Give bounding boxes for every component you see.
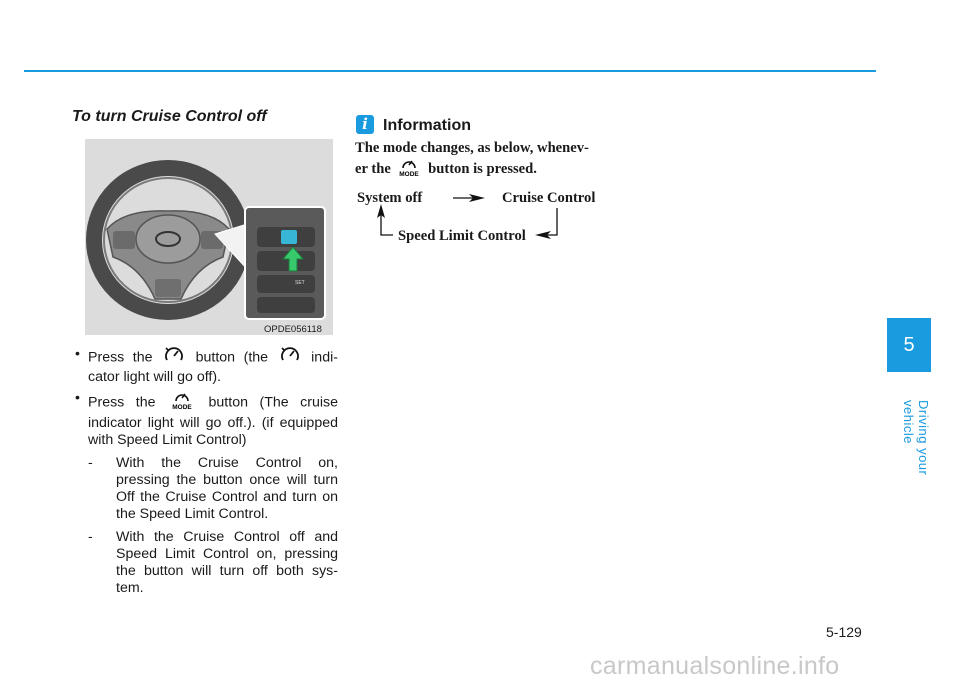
mode-cruise-control: Cruise Control bbox=[502, 190, 596, 206]
mode-label: MODE bbox=[172, 404, 192, 410]
watermark: carmanualsonline.info bbox=[590, 652, 840, 680]
info-line-2 bbox=[355, 157, 611, 182]
mode-label: MODE bbox=[399, 171, 420, 177]
info-icon: i bbox=[356, 115, 374, 134]
bullet-text-post: button (the bbox=[195, 349, 269, 366]
sub-text: With the Cruise Control off and Speed Limit Control on, pressing the button will turn off both sys-tem. bbox=[116, 529, 338, 596]
list-item bbox=[88, 529, 338, 597]
instruction-list bbox=[72, 346, 338, 603]
figure-code: OPDE056118 bbox=[264, 324, 322, 335]
mode-speed-limit-control: Speed Limit Control bbox=[398, 228, 526, 244]
sub-dash: - bbox=[88, 529, 93, 545]
mode-button-icon bbox=[397, 157, 421, 182]
list-item bbox=[88, 455, 338, 523]
info-title: Information bbox=[383, 117, 471, 134]
chapter-tab: 5 bbox=[887, 318, 931, 372]
info-line-2-post: button is pressed. bbox=[428, 160, 537, 177]
mode-cycle-diagram bbox=[355, 188, 635, 248]
bullet-dot: • bbox=[75, 346, 80, 362]
sub-text: With the Cruise Control on, pressing the button once will turn Off the Cruise Control and turn on the Speed Limit Control. bbox=[116, 455, 338, 522]
bullet-text-post: button (The cruise indicator light will go off.). (if equipped with Speed Limit Control) bbox=[88, 394, 338, 448]
cruise-indicator-icon bbox=[280, 346, 300, 369]
info-text bbox=[355, 140, 611, 182]
info-line-1: The mode changes, as below, whenev- bbox=[355, 140, 589, 156]
bullet-dot: • bbox=[75, 390, 80, 406]
steering-wheel-figure bbox=[85, 139, 333, 335]
bullet-text-post2: indi-cator light will go off). bbox=[88, 349, 338, 385]
list-item bbox=[72, 346, 338, 386]
mode-system-off: System off bbox=[357, 190, 423, 206]
info-line-2-pre: er the bbox=[355, 160, 391, 177]
list-item bbox=[72, 390, 338, 449]
mode-button-icon bbox=[170, 390, 194, 415]
sub-dash: - bbox=[88, 455, 93, 471]
panel-button-label: SET bbox=[295, 280, 305, 286]
bullet-text-pre: Press the bbox=[88, 394, 156, 411]
header-rule bbox=[24, 70, 876, 72]
page-number: 5-129 bbox=[826, 624, 862, 640]
cruise-icon bbox=[164, 346, 184, 369]
chapter-name: Driving your vehicle bbox=[901, 400, 931, 476]
section-title: To turn Cruise Control off bbox=[72, 108, 267, 125]
bullet-text-pre: Press the bbox=[88, 349, 153, 366]
